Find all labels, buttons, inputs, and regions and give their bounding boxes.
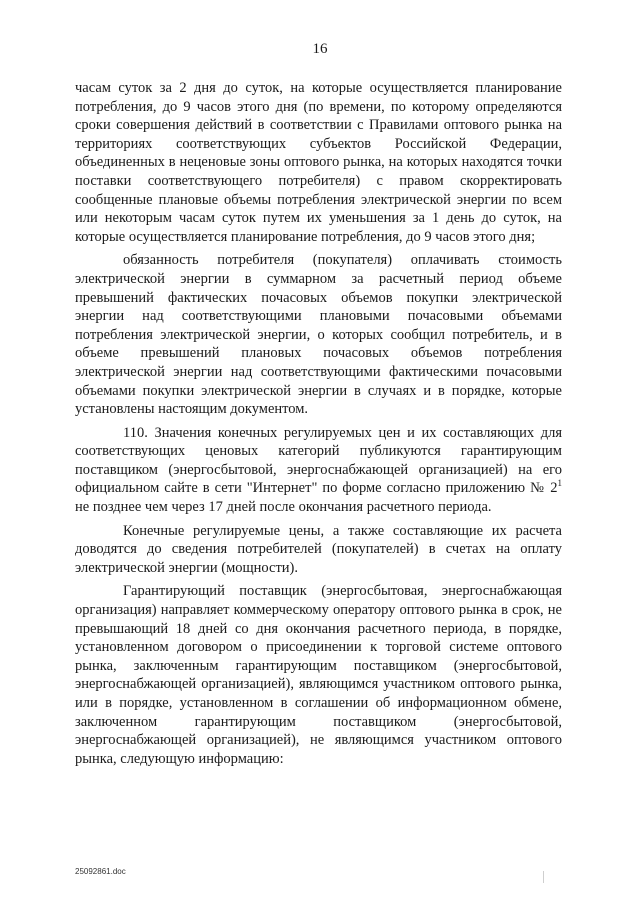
paragraph-obligation: обязанность потребителя (покупателя) оплачивать стоимость электрической энергии в суммарном за расчетный период объеме превышений фактических почасовых объемов покупки электрической энергии над соответствующими плановыми почасовыми объемами потребления электрической энергии, о которых сообщил потребитель, и в объеме превышений плановых почасовых объемов потребления электрической энергии над соответствующими фактическими почасовыми объемами покупки электрической энергии в случаях и в порядке, которые установлены настоящим документом. bbox=[75, 252, 562, 418]
paragraph-continuation: часам суток за 2 дня до суток, на которые осуществляется планирование потребления, до 9 часов этого дня (по времени, по которому определяются сроки совершения действий в соответствии с Правилами оптового рынка на территориях соответствующих субъектов Российской Федерации, объединенных в неценовые зоны оптового рынка, на которых находятся точки поставки соответствующего потребителя) с правом скорректировать сообщенные плановые объемы потребления электрической энергии по всем или некоторым часам суток путем их уменьшения за 1 день до суток, на которые осуществляется планирование потребления, до 9 часов этого дня; bbox=[75, 80, 562, 245]
footer-filename: 25092861.doc bbox=[75, 867, 126, 876]
paragraph-supplier: Гарантирующий поставщик (энергосбытовая, энергоснабжающая организация) направляет коммерческому оператору оптового рынка в срок, не превышающий 18 дней со дня окончания расчетного периода, в порядке, установленном договором о присоединении к торговой системе оптового рынка, заключенным гарантирующим поставщиком (энергосбытовой, энергоснабжающей организацией), являющимся участником оптового рынка, или в порядке, установленном в соглашении об информационном обмене, заключенном гарантирующим поставщиком (энергосбытовой, энергоснабжающей организацией), не являющимся участником оптового рынка, следующую информацию: bbox=[75, 583, 562, 767]
paragraph-110 bbox=[75, 424, 562, 517]
paragraph-final-prices: Конечные регулируемые цены, а также составляющие их расчета доводятся до сведения потребителей (покупателей) в счетах на оплату электрической энергии (мощности). bbox=[75, 522, 562, 576]
margin-mark bbox=[543, 871, 544, 883]
paragraph-110-text: 110. Значения конечных регулируемых цен и их составляющих для соответствующих ценовых категорий публикуются гарантирующим поставщиком (энергосбытовой, энергоснабжающей организацией) на его официальном сайте в сети "Интернет" по форме согласно приложению № 2 bbox=[75, 424, 562, 497]
page-number: 16 bbox=[312, 41, 328, 57]
document-body bbox=[75, 79, 562, 773]
paragraph-110-text-end: не позднее чем через 17 дней после окончания расчетного периода. bbox=[75, 499, 492, 516]
footnote-superscript: 1 bbox=[557, 478, 562, 489]
